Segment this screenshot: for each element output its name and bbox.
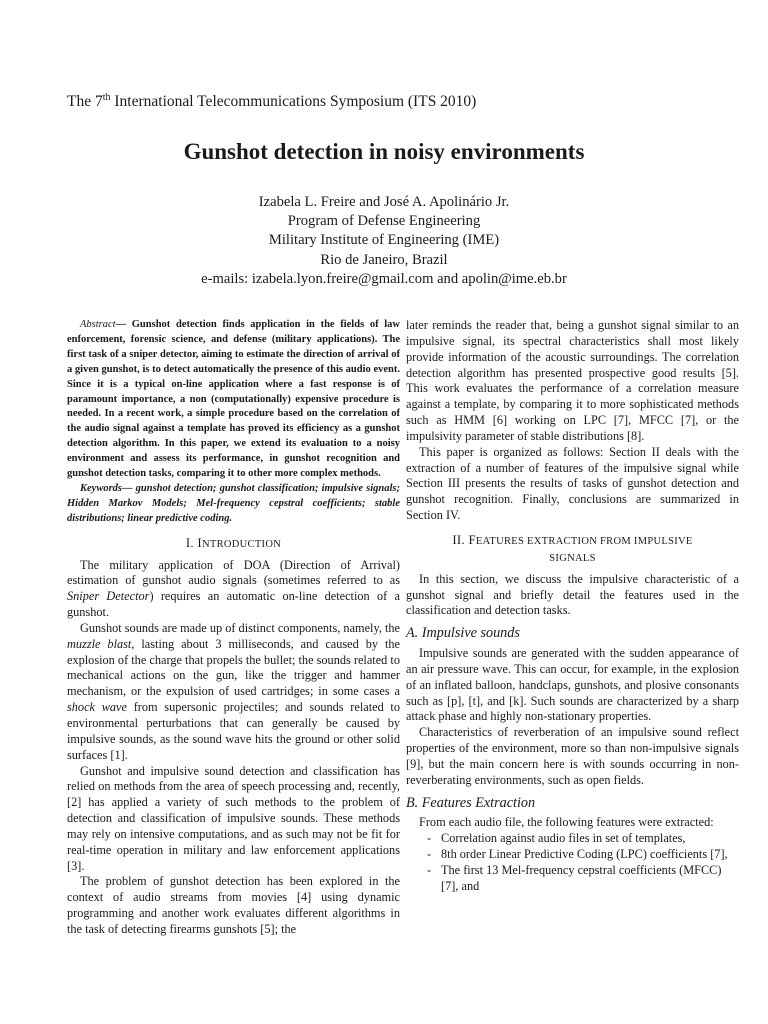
section-number: II. [452, 532, 469, 547]
organization-paragraph: This paper is organized as follows: Section II deals with the extraction of a number of features of the impulsive signal while Section III presents the results of tasks of gunshot detection and gunshot recognition. Finally, conclusions are summarized in Section IV. [406, 444, 739, 523]
intro-p2-text-c: from supersonic projectiles; and sounds related to environmental perturbations that can generally be caused by impulsive sounds, as the sound wave hits the ground or other solid surfaces [1]. [67, 700, 400, 762]
intro-paragraph-2 [67, 621, 400, 764]
institute: Military Institute of Engineering (IME) [268, 232, 500, 249]
section-initial: I [197, 535, 202, 550]
section-heading-introduction [67, 536, 400, 553]
intro-p2-text-b: , lasting about 3 milliseconds, and caused by the explosion of the charge that propels the bullet; the sounds related to mechanical actions on the gun, like the trigger and hammer mechanism, or the expulsion of used cartridges; in some cases a [67, 636, 400, 699]
section-heading-features [406, 533, 739, 567]
feature-list [406, 831, 739, 894]
intro-paragraph-4: The problem of gunshot detection has been explored in the context of audio streams from movies [4] using dynamic programming and another work evaluates different algorithms in the task of detecting firearms gunshots [5]; the [67, 874, 400, 936]
abstract-label: Abstract [80, 319, 116, 330]
conference-prefix: The 7 [67, 93, 103, 110]
program: Program of Defense Engineering [287, 213, 481, 230]
intro-p1-text: The military application of DOA (Direction of Arrival) estimation of gunshot audio signals (sometimes referred to as [67, 557, 400, 588]
section-number: I. [185, 535, 198, 550]
subsection-heading-impulsive-sounds: A. Impulsive sounds [406, 625, 520, 642]
section-title-line-2: SIGNALS [549, 552, 596, 564]
list-item: - Correlation against audio files in set of templates, [427, 831, 739, 847]
intro-p1-end: ) requires an automatic on-line detection of a gunshot. [67, 589, 400, 620]
extraction-paragraph: From each audio file, the following features were extracted: [419, 815, 714, 830]
paper-title: Gunshot detection in noisy environments [183, 139, 585, 164]
conference-name: International Telecommunications Symposium (ITS 2010) [110, 93, 477, 110]
intro-paragraph-1 [67, 558, 400, 621]
authors: Izabela L. Freire and José A. Apolinário Jr. [258, 194, 510, 210]
impulsive-paragraph-2: Characteristics of reverberation of an impulsive sound reflect properties of the environment, more so than non-impulsive signals [9], but the main concern here is with sounds occurring in non-reverberating environments, such as open fields. [406, 725, 739, 787]
keywords: Keywords— gunshot detection; gunshot classification; impulsive signals; Hidden Markov Models; Mel-frequency cepstral coefficients; stable distributions; linear predictive coding. [67, 482, 400, 524]
conference-header [67, 93, 476, 111]
intro-paragraph-3: Gunshot and impulsive sound detection and classification has relied on methods from the area of speech processing and, recently, [2] has applied a variety of such methods to the problem of detection and classification of impulsive sounds. These methods may rely on intensive computations, and as such may not be fit for real-time operation in military and law enforcement applications [3]. [67, 763, 400, 873]
conference-ordinal-suffix: th [102, 92, 111, 103]
section-title-rest: EATURES EXTRACTION FROM IMPULSIVE [475, 535, 693, 547]
intro-p2-text-a: Gunshot sounds are made up of distinct components, namely, the [80, 620, 400, 635]
abstract [67, 318, 400, 482]
section-title-rest: NTRODUCTION [201, 538, 282, 550]
left-column [67, 318, 400, 938]
abstract-text: — Gunshot detection finds application in the fields of law enforcement, forensic science, and defense (military applications). The first task of a sniper detector, aiming to estimate the direction of arrival of a given gunshot, is to detect automatically the presence of this audio event. Since it is a typical on-line application where a fast response is of paramount importance, a non (computationally) expensive procedure is needed. In a recent work, a simple procedure based on the correlation of the audio signal against a template has proved its efficiency as a gunshot detection algorithm. In this paper, we extend its evaluation to a noisy environment and assess its performance, in gunshot recognition and gunshot detection tasks, comparing it to other more complex methods. [67, 319, 400, 480]
impulsive-paragraph-1: Impulsive sounds are generated with the sudden appearance of an air pressure wave. This can occur, for example, in the explosion of an inflated balloon, handclaps, gunshots, and plosive consonants such as [p], [t], and [k]. Such sounds are characterized by a sharp attack phase and highly non-stationary properties. [406, 646, 739, 724]
city: Rio de Janeiro, Brazil [320, 251, 448, 268]
intro-p2-emphasis-2: shock wave [67, 700, 127, 715]
list-item: - 8th order Linear Predictive Coding (LPC) coefficients [7], [427, 847, 739, 863]
emails: e-mails: izabela.lyon.freire@gmail.com and apolin@ime.eb.br [201, 270, 567, 287]
author-block [0, 193, 768, 289]
list-item: - The first 13 Mel-frequency cepstral coefficients (MFCC) [7], and [427, 863, 739, 895]
section-initial: F [468, 532, 476, 547]
subsection-heading-features-extraction: B. Features Extraction [406, 794, 536, 811]
right-column [406, 318, 739, 895]
intro-continued-paragraph: later reminds the reader that, being a gunshot signal similar to an impulsive signal, its spectral characteristics shall most likely provide information of the acoustic surroundings. The correlation detection algorithm has presented prospective good results [5]. This work evaluates the performance of a correlation measure against a template, by comparing it to more sophisticated methods such as HMM [6] working on LPC [7], MFCC [7], or the impulsivity parameter of stable distributions [8]. [406, 318, 739, 443]
intro-p1-emphasis: Sniper Detector [67, 589, 150, 604]
intro-p2-emphasis-1: muzzle blast [67, 636, 132, 651]
features-intro-paragraph: In this section, we discuss the impulsive characteristic of a gunshot signal and briefly detail the features used in the classification and detection tasks. [406, 571, 739, 618]
